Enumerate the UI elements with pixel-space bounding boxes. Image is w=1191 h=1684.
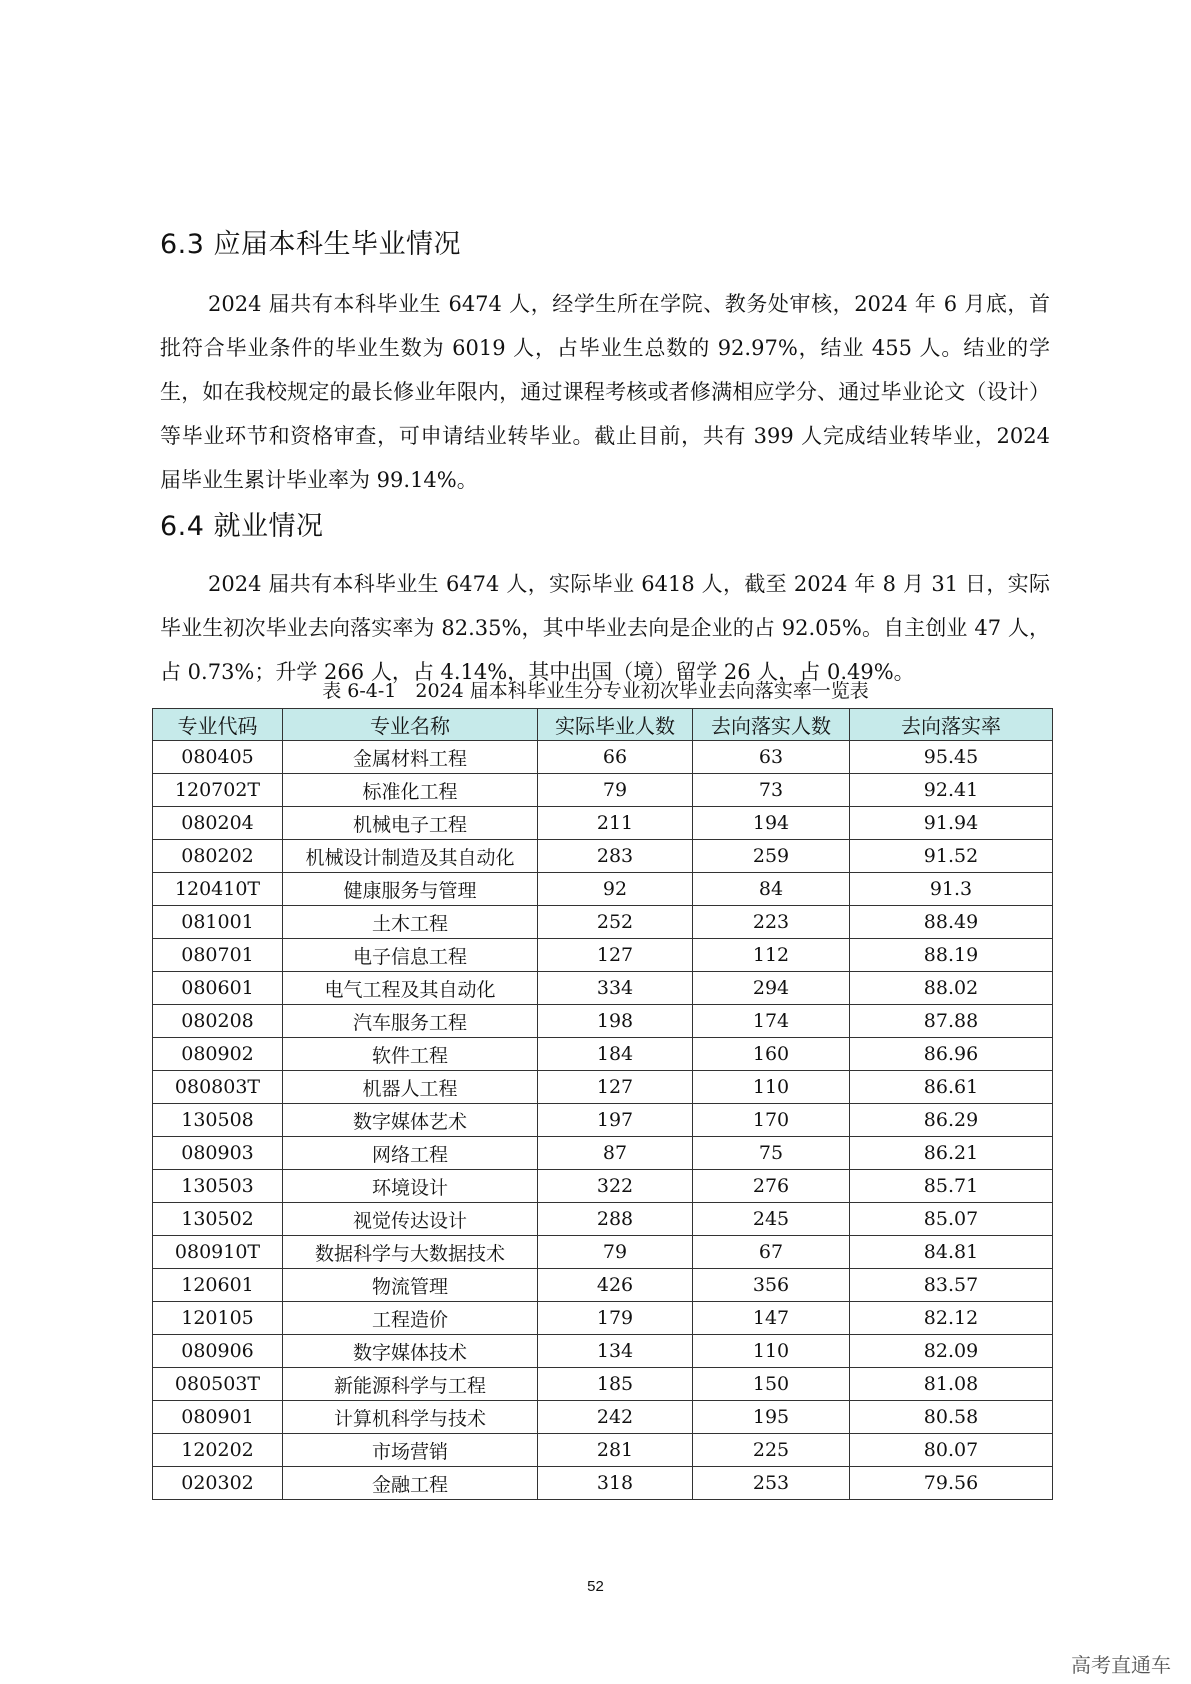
cell-graduates: 283 — [538, 840, 693, 873]
cell-placed: 160 — [693, 1038, 850, 1071]
cell-major-code: 080405 — [153, 741, 283, 774]
cell-major-code: 080910T — [153, 1236, 283, 1269]
header-major-name: 专业名称 — [283, 709, 538, 741]
cell-major-name: 机械电子工程 — [283, 807, 538, 840]
table-body — [153, 741, 1053, 1500]
cell-major-code: 120601 — [153, 1269, 283, 1302]
cell-major-code: 080701 — [153, 939, 283, 972]
cell-major-code: 130503 — [153, 1170, 283, 1203]
cell-placed: 259 — [693, 840, 850, 873]
cell-major-code: 080503T — [153, 1368, 283, 1401]
cell-placed: 253 — [693, 1467, 850, 1500]
table-row — [153, 1368, 1053, 1401]
cell-graduates: 92 — [538, 873, 693, 906]
cell-placement-rate: 91.3 — [850, 873, 1053, 906]
cell-graduates: 198 — [538, 1005, 693, 1038]
cell-placed: 63 — [693, 741, 850, 774]
cell-placement-rate: 88.02 — [850, 972, 1053, 1005]
table-row — [153, 1467, 1053, 1500]
header-placed: 去向落实人数 — [693, 709, 850, 741]
table-row — [153, 774, 1053, 807]
cell-major-name: 电气工程及其自动化 — [283, 972, 538, 1005]
cell-graduates: 134 — [538, 1335, 693, 1368]
table-row — [153, 1170, 1053, 1203]
table-row — [153, 1335, 1053, 1368]
cell-placed: 147 — [693, 1302, 850, 1335]
cell-major-code: 080902 — [153, 1038, 283, 1071]
watermark: 高考直通车 — [1071, 1653, 1171, 1677]
cell-placed: 195 — [693, 1401, 850, 1434]
cell-placed: 84 — [693, 873, 850, 906]
cell-placement-rate: 86.61 — [850, 1071, 1053, 1104]
section-heading-6-4: 6.4 就业情况 — [160, 511, 324, 542]
cell-major-name: 标准化工程 — [283, 774, 538, 807]
cell-graduates: 87 — [538, 1137, 693, 1170]
table-row — [153, 1137, 1053, 1170]
cell-placement-rate: 82.12 — [850, 1302, 1053, 1335]
cell-placement-rate: 81.08 — [850, 1368, 1053, 1401]
cell-placement-rate: 91.94 — [850, 807, 1053, 840]
cell-placed: 110 — [693, 1335, 850, 1368]
cell-placement-rate: 91.52 — [850, 840, 1053, 873]
cell-placement-rate: 92.41 — [850, 774, 1053, 807]
cell-placed: 174 — [693, 1005, 850, 1038]
cell-major-name: 软件工程 — [283, 1038, 538, 1071]
cell-major-name: 金融工程 — [283, 1467, 538, 1500]
cell-graduates: 66 — [538, 741, 693, 774]
cell-placed: 294 — [693, 972, 850, 1005]
cell-placed: 75 — [693, 1137, 850, 1170]
cell-major-name: 工程造价 — [283, 1302, 538, 1335]
cell-major-name: 计算机科学与技术 — [283, 1401, 538, 1434]
table-header-row — [153, 709, 1053, 741]
table-row — [153, 906, 1053, 939]
cell-graduates: 79 — [538, 774, 693, 807]
cell-major-name: 数字媒体艺术 — [283, 1104, 538, 1137]
cell-placement-rate: 87.88 — [850, 1005, 1053, 1038]
cell-graduates: 197 — [538, 1104, 693, 1137]
cell-major-code: 020302 — [153, 1467, 283, 1500]
cell-placement-rate: 82.09 — [850, 1335, 1053, 1368]
cell-placed: 112 — [693, 939, 850, 972]
cell-major-code: 120202 — [153, 1434, 283, 1467]
cell-placed: 150 — [693, 1368, 850, 1401]
table-row — [153, 840, 1053, 873]
cell-graduates: 334 — [538, 972, 693, 1005]
cell-major-name: 网络工程 — [283, 1137, 538, 1170]
cell-graduates: 184 — [538, 1038, 693, 1071]
section-paragraph-6-4: 2024 届共有本科毕业生 6474 人，实际毕业 6418 人，截至 2024 年 8 月 31 日，实际毕业生初次毕业去向落实率为 82.35%，其中毕业去向是企业的占 92.05%。自主创业 47 人，占 0.73%；升学 266 人，占 4.14%，其中出国（境）留学 26 人，占 0.49%。 — [160, 572, 1050, 684]
cell-graduates: 281 — [538, 1434, 693, 1467]
cell-major-name: 环境设计 — [283, 1170, 538, 1203]
table-row — [153, 1104, 1053, 1137]
employment-rate-table — [152, 708, 1053, 1500]
cell-placed: 170 — [693, 1104, 850, 1137]
header-graduates: 实际毕业人数 — [538, 709, 693, 741]
section-paragraph-6-3: 2024 届共有本科毕业生 6474 人，经学生所在学院、教务处审核，2024 年 6 月底，首批符合毕业条件的毕业生数为 6019 人，占毕业生总数的 92.97%，结业 455 人。结业的学生，如在我校规定的最长修业年限内，通过课程考核或者修满相应学分、通过毕业论文（设计）等毕业环节和资格审查，可申请结业转毕业。截止目前，共有 399 人完成结业转毕业，2024 届毕业生累计毕业率为 99.14%。 — [160, 292, 1050, 492]
cell-graduates: 185 — [538, 1368, 693, 1401]
cell-graduates: 252 — [538, 906, 693, 939]
table-row — [153, 1005, 1053, 1038]
cell-major-code: 080803T — [153, 1071, 283, 1104]
cell-placement-rate: 95.45 — [850, 741, 1053, 774]
cell-graduates: 426 — [538, 1269, 693, 1302]
table-caption: 表 6-4-1 2024 届本科毕业生分专业初次毕业去向落实率一览表 — [322, 680, 869, 702]
cell-major-name: 土木工程 — [283, 906, 538, 939]
cell-placed: 73 — [693, 774, 850, 807]
table-row — [153, 1236, 1053, 1269]
cell-placement-rate: 84.81 — [850, 1236, 1053, 1269]
cell-graduates: 318 — [538, 1467, 693, 1500]
cell-graduates: 79 — [538, 1236, 693, 1269]
header-placement-rate: 去向落实率 — [850, 709, 1053, 741]
cell-graduates: 127 — [538, 1071, 693, 1104]
cell-graduates: 242 — [538, 1401, 693, 1434]
cell-placement-rate: 86.21 — [850, 1137, 1053, 1170]
table-row — [153, 741, 1053, 774]
cell-placed: 225 — [693, 1434, 850, 1467]
cell-major-name: 金属材料工程 — [283, 741, 538, 774]
cell-placed: 276 — [693, 1170, 850, 1203]
cell-placement-rate: 85.71 — [850, 1170, 1053, 1203]
cell-placement-rate: 88.49 — [850, 906, 1053, 939]
cell-placement-rate: 88.19 — [850, 939, 1053, 972]
cell-major-name: 健康服务与管理 — [283, 873, 538, 906]
cell-graduates: 179 — [538, 1302, 693, 1335]
header-major-code: 专业代码 — [153, 709, 283, 741]
cell-placement-rate: 83.57 — [850, 1269, 1053, 1302]
page-number: 52 — [587, 1578, 604, 1595]
cell-major-code: 080208 — [153, 1005, 283, 1038]
cell-placed: 223 — [693, 906, 850, 939]
cell-placed: 67 — [693, 1236, 850, 1269]
cell-graduates: 322 — [538, 1170, 693, 1203]
cell-major-code: 120105 — [153, 1302, 283, 1335]
cell-major-code: 080202 — [153, 840, 283, 873]
table-row — [153, 1038, 1053, 1071]
cell-major-name: 新能源科学与工程 — [283, 1368, 538, 1401]
cell-major-name: 物流管理 — [283, 1269, 538, 1302]
cell-placed: 110 — [693, 1071, 850, 1104]
cell-major-name: 电子信息工程 — [283, 939, 538, 972]
table-row — [153, 1434, 1053, 1467]
cell-major-name: 市场营销 — [283, 1434, 538, 1467]
table-row — [153, 873, 1053, 906]
cell-major-code: 120702T — [153, 774, 283, 807]
table-row — [153, 939, 1053, 972]
cell-placement-rate: 80.58 — [850, 1401, 1053, 1434]
cell-major-code: 080903 — [153, 1137, 283, 1170]
table-row — [153, 1302, 1053, 1335]
section-heading-6-3: 6.3 应届本科生毕业情况 — [160, 229, 462, 260]
table-row — [153, 1401, 1053, 1434]
cell-major-name: 视觉传达设计 — [283, 1203, 538, 1236]
cell-major-code: 080901 — [153, 1401, 283, 1434]
cell-major-name: 数据科学与大数据技术 — [283, 1236, 538, 1269]
cell-placement-rate: 79.56 — [850, 1467, 1053, 1500]
table-row — [153, 807, 1053, 840]
cell-placement-rate: 86.29 — [850, 1104, 1053, 1137]
table-row — [153, 972, 1053, 1005]
table-row — [153, 1269, 1053, 1302]
cell-major-code: 081001 — [153, 906, 283, 939]
cell-placed: 245 — [693, 1203, 850, 1236]
cell-major-code: 130508 — [153, 1104, 283, 1137]
table-row — [153, 1071, 1053, 1104]
cell-placement-rate: 85.07 — [850, 1203, 1053, 1236]
cell-placed: 194 — [693, 807, 850, 840]
table-row — [153, 1203, 1053, 1236]
cell-major-name: 机器人工程 — [283, 1071, 538, 1104]
cell-major-name: 机械设计制造及其自动化 — [283, 840, 538, 873]
cell-placement-rate: 86.96 — [850, 1038, 1053, 1071]
cell-major-code: 080906 — [153, 1335, 283, 1368]
cell-graduates: 288 — [538, 1203, 693, 1236]
cell-major-code: 080601 — [153, 972, 283, 1005]
cell-major-name: 汽车服务工程 — [283, 1005, 538, 1038]
cell-major-code: 130502 — [153, 1203, 283, 1236]
cell-graduates: 211 — [538, 807, 693, 840]
cell-graduates: 127 — [538, 939, 693, 972]
cell-placed: 356 — [693, 1269, 850, 1302]
cell-major-code: 080204 — [153, 807, 283, 840]
cell-placement-rate: 80.07 — [850, 1434, 1053, 1467]
cell-major-name: 数字媒体技术 — [283, 1335, 538, 1368]
cell-major-code: 120410T — [153, 873, 283, 906]
